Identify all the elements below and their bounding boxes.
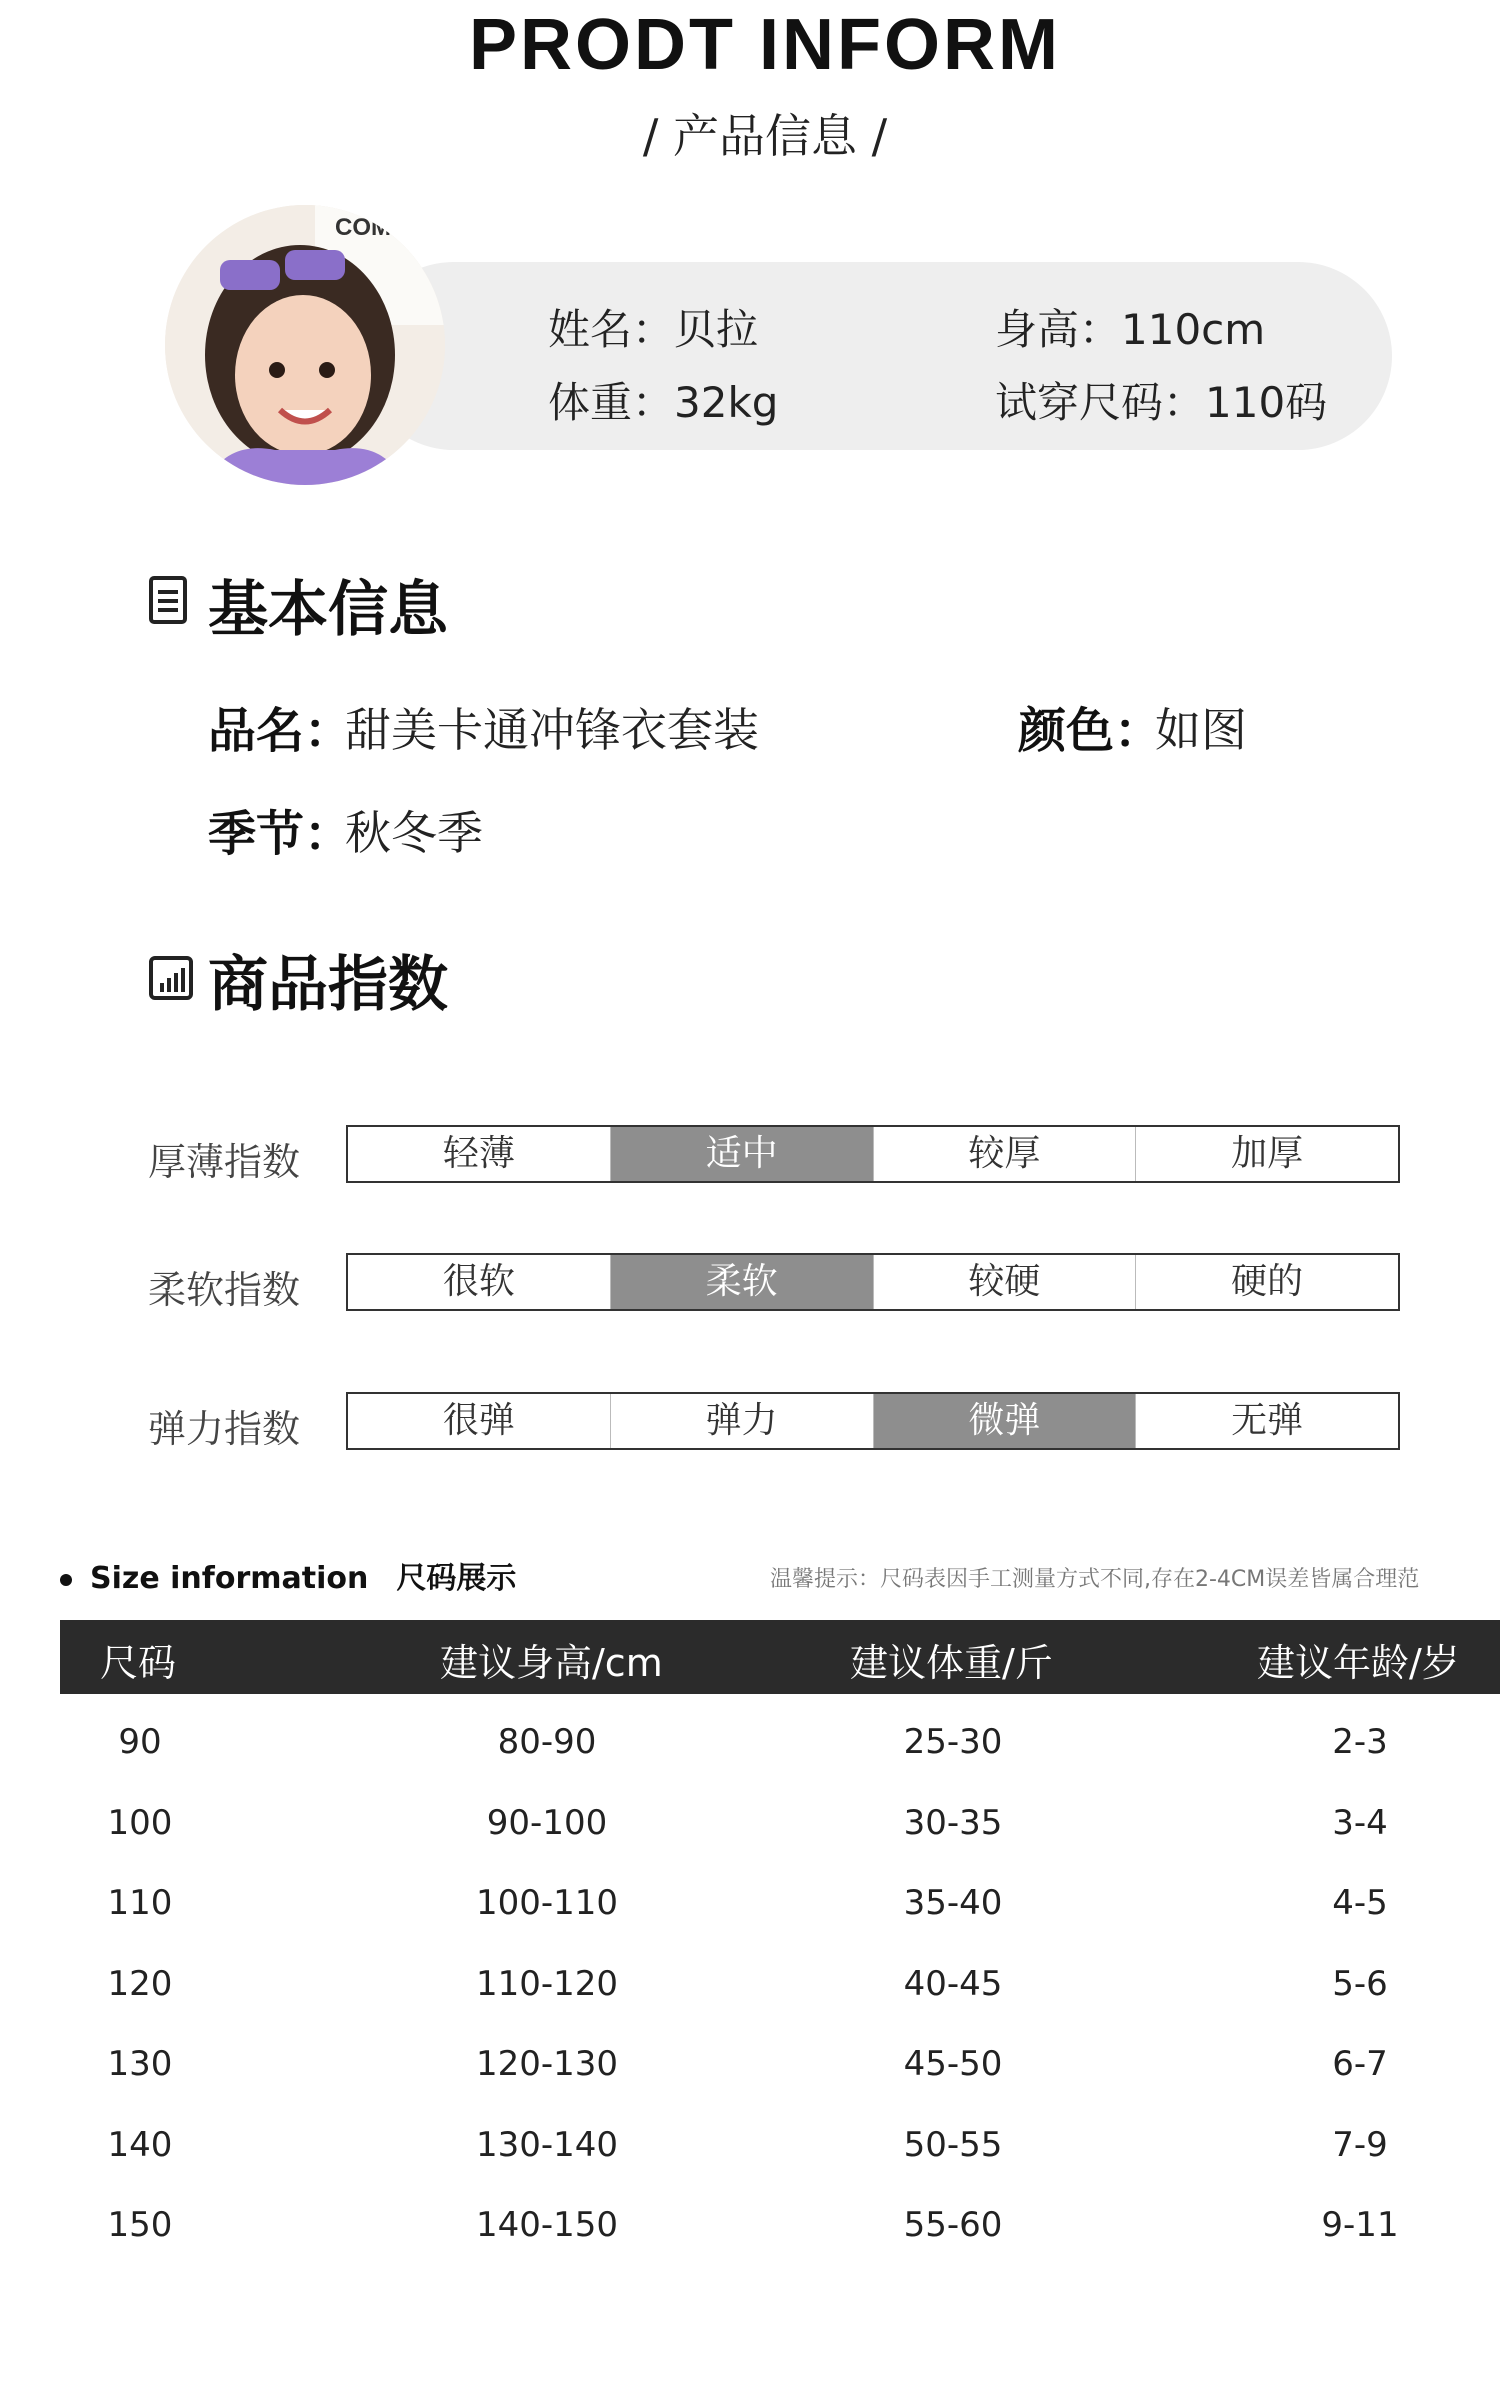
index-option-selected: 适中 [611,1127,874,1181]
profile-size-worn: 试穿尺码：110码 [995,378,1328,427]
model-avatar [165,205,445,485]
index-option: 较厚 [874,1127,1137,1181]
cell-size: 140 [107,2125,173,2165]
index-option-selected: 微弹 [874,1394,1137,1448]
cell-weight: 30-35 [903,1803,1003,1843]
cell-weight: 25-30 [903,1722,1003,1762]
cell-age: 2-3 [1332,1722,1388,1762]
product-name-value: 甜美卡通冲锋衣套装 [345,703,759,757]
document-icon [148,575,188,629]
cell-height: 130-140 [475,2125,619,2165]
index-option-selected: 柔软 [611,1255,874,1309]
cell-weight: 40-45 [903,1964,1003,2004]
cell-age: 6-7 [1332,2044,1388,2084]
size-heading-cn: 尺码展示 [396,1561,517,1596]
index-title: 商品指数 [208,950,448,1020]
page-subtitle: / 产品信息 / [642,109,888,163]
cell-size: 90 [118,1722,162,1762]
page-title: PRODT INFORM [469,5,1061,85]
cell-weight: 35-40 [903,1883,1003,1923]
cell-height: 140-150 [475,2205,619,2245]
cell-height: 100-110 [475,1883,619,1923]
index-option: 硬的 [1231,1261,1304,1302]
cell-age: 9-11 [1321,2205,1399,2245]
avatar-shirt-text: COM [335,214,391,241]
cell-age: 5-6 [1332,1964,1388,2004]
index-option: 很软 [348,1255,611,1309]
cell-size: 110 [107,1883,173,1923]
cell-size: 120 [107,1964,173,2004]
season-value: 秋冬季 [345,806,483,860]
season-label: 季节： [208,806,353,862]
profile-height: 身高：110cm [995,305,1266,354]
cell-height: 90-100 [486,1803,608,1843]
bullet-icon [60,1574,72,1586]
index-label: 柔软指数 [148,1268,301,1312]
index-option: 弹力 [611,1394,874,1448]
index-label: 弹力指数 [148,1407,301,1451]
cell-height: 110-120 [475,1964,619,2004]
index-option: 很弹 [348,1394,611,1448]
profile-weight: 体重：32kg [548,378,779,427]
cell-weight: 50-55 [903,2125,1003,2165]
index-option: 无弹 [1231,1400,1304,1441]
size-heading [60,1553,516,1597]
index-label: 厚薄指数 [148,1140,301,1184]
col-header-age: 建议年龄/岁 [1257,1641,1460,1685]
index-scale [346,1125,1400,1183]
size-heading-en: Size information [90,1561,369,1596]
cell-weight: 55-60 [903,2205,1003,2245]
cell-age: 4-5 [1332,1883,1388,1923]
col-header-size: 尺码 [100,1641,177,1685]
col-header-weight: 建议体重/斤 [850,1641,1053,1685]
cell-size: 100 [107,1803,173,1843]
cell-height: 120-130 [475,2044,619,2084]
cell-height: 80-90 [497,1722,597,1762]
cell-size: 150 [107,2205,173,2245]
cell-weight: 45-50 [903,2044,1003,2084]
color-value: 如图 [1155,703,1247,757]
cell-size: 130 [107,2044,173,2084]
size-tip: 温馨提示：尺码表因手工测量方式不同,存在2-4CM误差皆属合理范 [770,1567,1420,1592]
profile-name: 姓名：贝拉 [548,305,759,354]
cell-age: 3-4 [1332,1803,1388,1843]
basic-info-title: 基本信息 [208,575,448,645]
model-photo-icon [165,205,445,485]
index-option: 较硬 [874,1255,1137,1309]
index-scale [346,1253,1400,1311]
index-option: 轻薄 [348,1127,611,1181]
color-label: 颜色： [1018,703,1163,759]
cell-age: 7-9 [1332,2125,1388,2165]
chart-icon [148,955,194,1005]
product-name-label: 品名： [208,703,353,759]
index-scale [346,1392,1400,1450]
index-option: 加厚 [1231,1133,1304,1174]
col-header-height: 建议身高/cm [440,1641,663,1685]
